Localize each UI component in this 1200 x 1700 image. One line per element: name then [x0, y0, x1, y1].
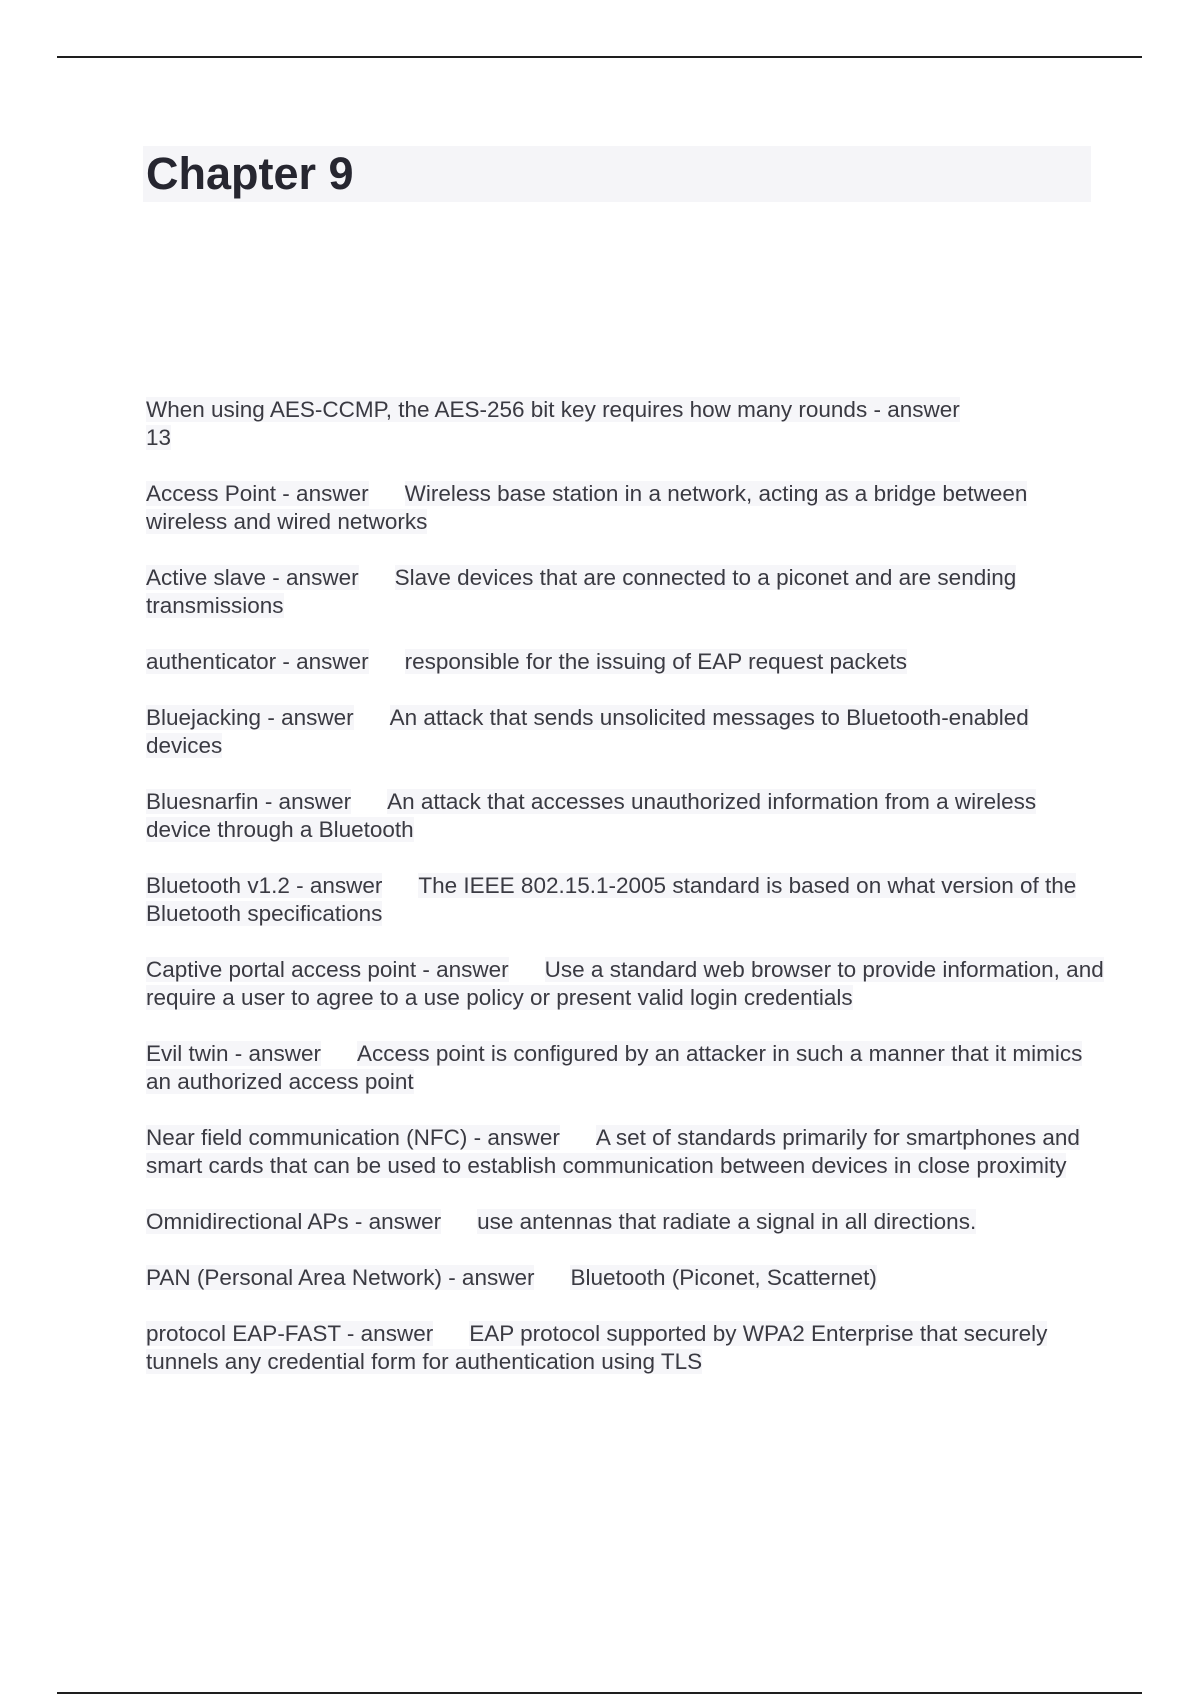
qa-term: Bluejacking - answer [146, 705, 354, 730]
qa-definition: The IEEE 802.15.1-2005 standard is based on what version of the Bluetooth specifications [146, 873, 1077, 926]
qa-term: When using AES-CCMP, the AES-256 bit key requires how many rounds - answer [146, 397, 960, 422]
bottom-rule [57, 1692, 1142, 1694]
qa-term: Access Point - answer [146, 481, 369, 506]
qa-term: protocol EAP-FAST - answer [146, 1321, 434, 1346]
qa-term: Bluetooth v1.2 - answer [146, 873, 383, 898]
top-rule [57, 56, 1142, 58]
qa-item [146, 1208, 1106, 1236]
qa-definition: Use a standard web browser to provide information, and require a user to agree to a use policy or present valid login credentials [146, 957, 1104, 1010]
qa-term: Captive portal access point - answer [146, 957, 509, 982]
qa-item [146, 872, 1106, 928]
qa-item [146, 704, 1106, 760]
qa-item [146, 564, 1106, 620]
qa-term: Active slave - answer [146, 565, 359, 590]
qa-definition: Slave devices that are connected to a piconet and are sending transmissions [146, 565, 1017, 618]
qa-definition: use antennas that radiate a signal in all directions. [477, 1209, 977, 1234]
qa-definition: An attack that sends unsolicited messages to Bluetooth-enabled devices [146, 705, 1029, 758]
qa-term: authenticator - answer [146, 649, 369, 674]
qa-term: Bluesnarfin - answer [146, 789, 352, 814]
qa-term: Near field communication (NFC) - answer [146, 1125, 560, 1150]
qa-term: PAN (Personal Area Network) - answer [146, 1265, 535, 1290]
qa-item [146, 1124, 1106, 1180]
qa-definition: EAP protocol supported by WPA2 Enterprise that securely tunnels any credential form for authentication using TLS [146, 1321, 1048, 1374]
qa-definition: A set of standards primarily for smartphones and smart cards that can be used to establish communication between devices in close proximity [146, 1125, 1080, 1178]
qa-definition: Access point is configured by an attacker in such a manner that it mimics an authorized access point [146, 1041, 1083, 1094]
qa-term: Evil twin - answer [146, 1041, 322, 1066]
qa-item [146, 1264, 1106, 1292]
qa-definition: Bluetooth (Piconet, Scatternet) [570, 1265, 877, 1290]
qa-item [146, 1320, 1106, 1376]
qa-list [146, 396, 1106, 1404]
qa-item [146, 956, 1106, 1012]
qa-definition: responsible for the issuing of EAP request packets [404, 649, 907, 674]
qa-item [146, 396, 1106, 452]
page-title: Chapter 9 [146, 148, 354, 199]
qa-term: Omnidirectional APs - answer [146, 1209, 442, 1234]
qa-definition: An attack that accesses unauthorized information from a wireless device through a Bluetooth [146, 789, 1037, 842]
qa-item [146, 1040, 1106, 1096]
qa-definition: Wireless base station in a network, acting as a bridge between wireless and wired networks [146, 481, 1028, 534]
qa-item [146, 480, 1106, 536]
qa-item [146, 648, 1106, 676]
qa-item [146, 788, 1106, 844]
qa-definition: 13 [146, 425, 172, 450]
